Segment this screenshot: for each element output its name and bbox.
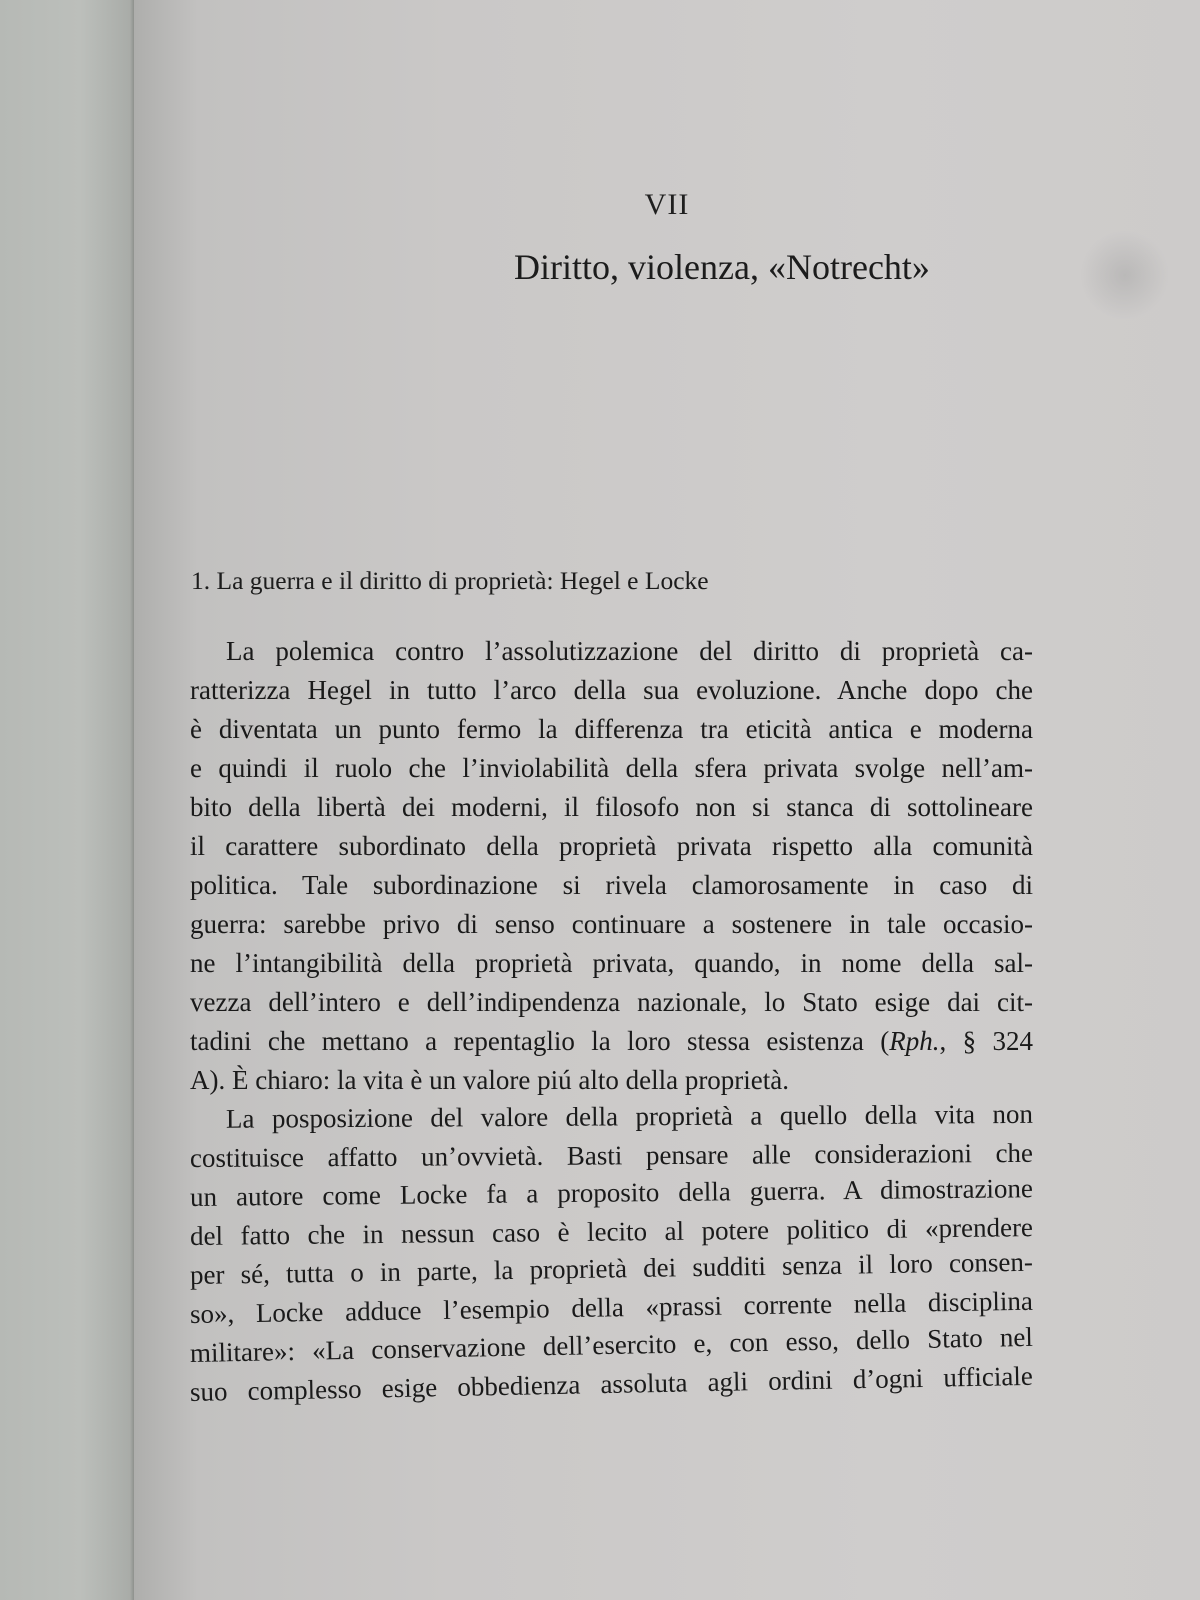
text-line-with-citation	[190, 1022, 1033, 1061]
chapter-title-text: Diritto, violenza, «Notrecht»	[514, 247, 930, 287]
paragraph-2	[190, 1100, 1033, 1412]
chapter-number: VII	[644, 188, 690, 221]
chapter-title	[134, 246, 1200, 288]
paragraph-1	[190, 632, 1033, 1100]
text-line: so», Locke adduce l’esempio della «prassi corrente nella disciplina	[189, 1285, 1034, 1329]
text-line: La posposizione del valore della proprietà a quello della vita non	[225, 1098, 1034, 1134]
text-fragment: , § 324	[939, 1026, 1034, 1056]
book-page	[134, 0, 1200, 1600]
text-fragment: tadini che mettano a repentaglio la loro stessa esistenza (	[190, 1026, 890, 1056]
facing-page-edge	[0, 0, 134, 1600]
text-line: A). È chiaro: la vita è un valore piú alto della proprietà.	[190, 1065, 790, 1095]
body-text	[190, 632, 1033, 1412]
text-line: ne l’intangibilità della proprietà privata, quando, in nome della sal-	[190, 948, 1033, 978]
text-line: guerra: sarebbe privo di senso continuare a sostenere in tale occasio-	[190, 909, 1033, 939]
text-line: un autore come Locke fa a proposito della guerra. A dimostrazione	[189, 1173, 1034, 1212]
text-line: suo complesso esige obbedienza assoluta agli ordini d’ogni ufficiale	[189, 1360, 1034, 1407]
text-line: politica. Tale subordinazione si rivela clamorosamente in caso di	[190, 870, 1033, 900]
text-line: il carattere subordinato della proprietà privata rispetto alla comunità	[190, 831, 1033, 861]
text-line: costituisce affatto un’ovvietà. Basti pensare alle considerazioni che	[189, 1137, 1034, 1173]
text-line: ratterizza Hegel in tutto l’arco della sua evoluzione. Anche dopo che	[190, 675, 1033, 705]
text-line: del fatto che in nessun caso è lecito al potere politico di «prendere	[189, 1212, 1034, 1251]
citation-abbrev: Rph.	[889, 1026, 940, 1056]
text-line: per sé, tutta o in parte, la proprietà dei sudditi senza il loro consen-	[189, 1246, 1034, 1290]
text-line: militare»: «La conservazione dell’esercito e, con esso, dello Stato nel	[189, 1321, 1034, 1368]
text-line: è diventata un punto fermo la differenza tra eticità antica e moderna	[190, 714, 1033, 744]
text-line: La polemica contro l’assolutizzazione del diritto di proprietà ca-	[226, 636, 1033, 666]
text-line: e quindi il ruolo che l’inviolabilità della sfera privata svolge nell’am-	[190, 753, 1033, 783]
text-line: vezza dell’intero e dell’indipendenza nazionale, lo Stato esige dai cit-	[190, 987, 1033, 1017]
text-line: bito della libertà dei moderni, il filosofo non si stanca di sottolineare	[190, 792, 1033, 822]
section-heading: 1. La guerra e il diritto di proprietà: Hegel e Locke	[191, 566, 709, 595]
